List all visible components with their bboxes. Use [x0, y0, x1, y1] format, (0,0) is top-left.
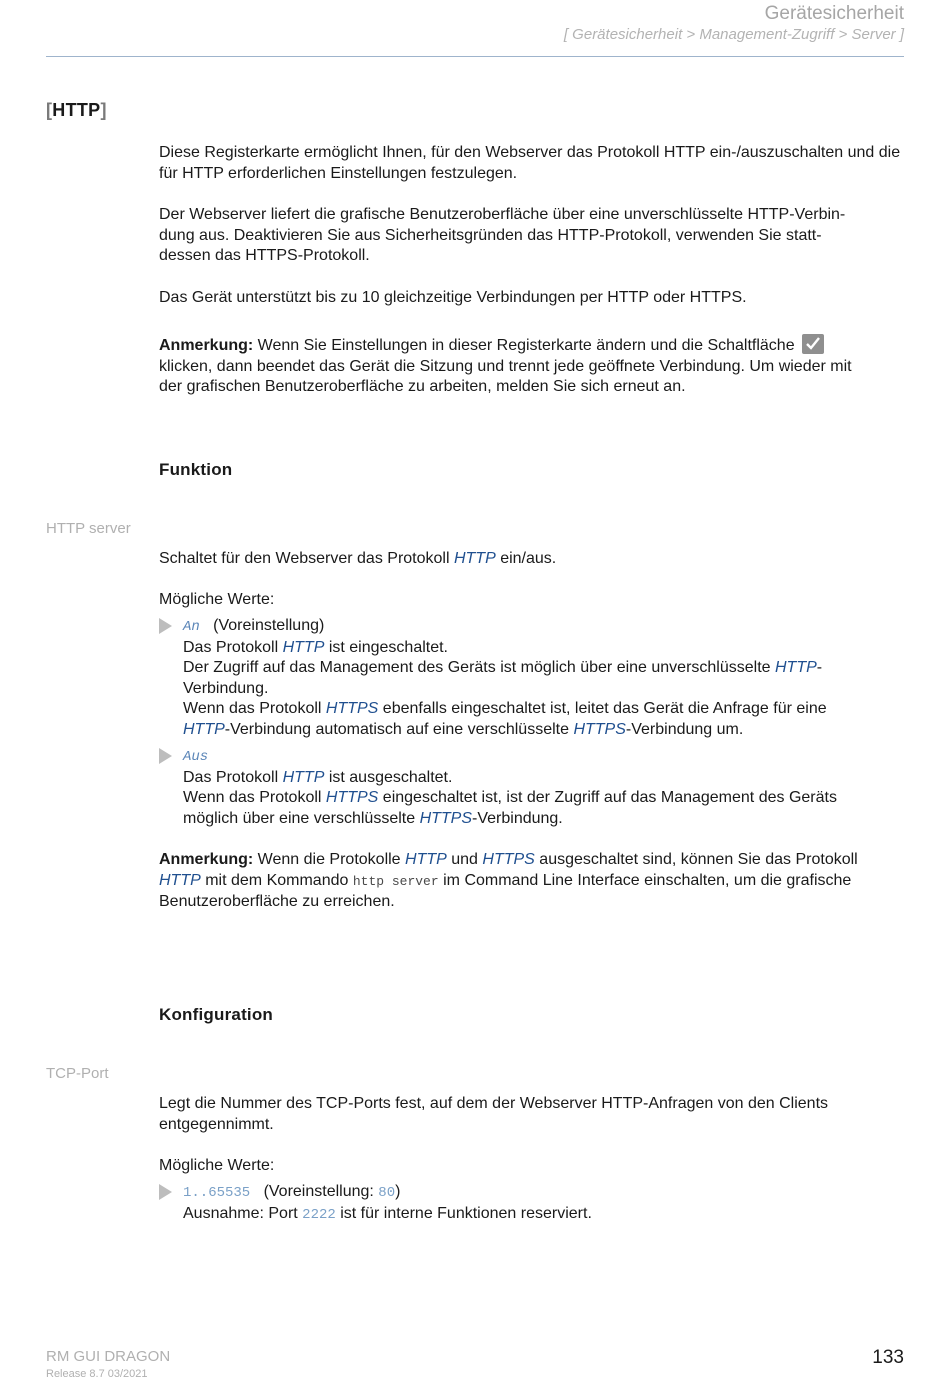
- funktion-note: [159, 850, 907, 913]
- konfig-desc-2: entgegennimmt.: [159, 1115, 274, 1133]
- aus-l3-post: -Verbindung.: [472, 809, 563, 827]
- label-http-server: HTTP server: [46, 520, 131, 537]
- intro-p2: [159, 205, 907, 267]
- default-label: (Voreinstellung): [213, 617, 325, 634]
- default-post: ): [395, 1183, 401, 1200]
- funktion-desc: [159, 549, 907, 570]
- breadcrumb: [ Gerätesicherheit > Management-Zugriff > Server ]: [563, 26, 904, 43]
- section-title-text: HTTP: [52, 100, 101, 120]
- aus-l2-em: HTTPS: [325, 789, 379, 807]
- funktion-desc-pre: Schaltet für den Webserver das Protokoll: [159, 550, 454, 567]
- an-l2-em: HTTP: [775, 659, 817, 677]
- header-rule: [46, 56, 904, 57]
- an-l1-post: ist eingeschaltet.: [324, 638, 448, 656]
- funktion-desc-em: HTTP: [453, 550, 496, 567]
- exception-post: ist für interne Funktionen reserviert.: [335, 1204, 592, 1222]
- fn-note-t6: Benutzeroberfläche zu erreichen.: [159, 893, 395, 911]
- intro-text-2a: Der Webserver liefert die grafische Benutzeroberfläche über eine unverschlüsselte HTTP-Verbin-: [159, 206, 846, 223]
- bracket-close: ]: [100, 100, 107, 120]
- fn-note-t5: im Command Line Interface einschalten, um die grafische: [438, 871, 852, 889]
- footer-release: Release 8.7 03/2021: [46, 1368, 148, 1380]
- an-l5-em2: HTTPS: [573, 720, 626, 738]
- intro-text-2c: dessen das HTTPS-Protokoll.: [159, 247, 370, 265]
- intro-text-2b: dung aus. Deaktivieren Sie aus Sicherheitsgründen das HTTP-Protokoll, verwenden Sie statt-: [159, 226, 822, 244]
- arrow-icon: [159, 748, 172, 764]
- list-item-range: [159, 1182, 907, 1225]
- note-label: Anmerkung:: [159, 337, 254, 354]
- fn-note-t3: ausgeschaltet sind, können Sie das Protokoll: [534, 851, 858, 868]
- fn-note-em3: HTTP: [159, 871, 201, 889]
- intro-p3: Das Gerät unterstützt bis zu 10 gleichzeitige Verbindungen per HTTP oder HTTPS.: [159, 289, 747, 306]
- arrow-icon: [159, 618, 172, 634]
- an-l4-pre: Wenn das Protokoll: [183, 700, 326, 718]
- funktion-desc-post: ein/aus.: [495, 550, 557, 567]
- command-text: http server: [352, 873, 439, 889]
- footer-product: RM GUI DRAGON: [46, 1348, 171, 1365]
- default-pre: (Voreinstellung:: [263, 1183, 379, 1200]
- heading-konfiguration: Konfiguration: [159, 1005, 274, 1024]
- exception-port-value: 2222: [302, 1206, 336, 1223]
- page-number: 133: [872, 1347, 904, 1368]
- note-text-1: Wenn Sie Einstellungen in dieser Registerkarte ändern und die Schaltfläche: [253, 337, 795, 354]
- label-tcp-port: TCP-Port: [46, 1065, 109, 1082]
- exception-pre: Ausnahme: Port: [183, 1204, 303, 1222]
- fn-note-t2: und: [446, 851, 483, 868]
- value-range: 1..65535: [183, 1185, 251, 1201]
- header-title: Gerätesicherheit: [764, 3, 904, 24]
- section-title: [46, 100, 107, 121]
- heading-funktion: Funktion: [159, 460, 233, 479]
- aus-l3-pre: möglich über eine verschlüsselte: [183, 809, 420, 827]
- an-l3: Verbindung.: [183, 679, 269, 697]
- an-l1-em: HTTP: [282, 638, 325, 656]
- aus-l2-post: eingeschaltet ist, ist der Zugriff auf das Management des Geräts: [378, 789, 837, 807]
- an-l4-em: HTTPS: [325, 700, 379, 718]
- aus-l2-pre: Wenn das Protokoll: [183, 789, 326, 807]
- note-text-2: klicken, dann beendet das Gerät die Sitzung und trennt jede geöffnete Verbindung. Um wieder mit: [159, 357, 852, 375]
- list-item-aus: [159, 746, 907, 829]
- konfig-desc: [159, 1094, 907, 1135]
- bracket-open: [: [46, 100, 53, 120]
- list-item-an: [159, 616, 907, 741]
- fn-note-t1: Wenn die Protokolle: [253, 851, 406, 868]
- an-l5-post: -Verbindung um.: [625, 720, 744, 738]
- an-l5-mid: -Verbindung automatisch auf eine verschlüsselte: [224, 720, 574, 738]
- value-aus: Aus: [183, 749, 209, 765]
- check-icon: [802, 334, 824, 354]
- arrow-icon: [159, 1184, 172, 1200]
- fn-note-em1: HTTP: [405, 851, 447, 868]
- intro-text-1: Diese Registerkarte ermöglicht Ihnen, für den Webserver das Protokoll HTTP ein-/auszuschalten und die für HTTP erforderlichen Einstellungen festzulegen.: [159, 144, 901, 182]
- aus-l1-post: ist ausgeschaltet.: [324, 768, 453, 786]
- note-text-3: der grafischen Benutzeroberfläche zu arbeiten, melden Sie sich erneut an.: [159, 378, 686, 396]
- aus-l3-em: HTTPS: [419, 809, 473, 827]
- an-l2-post: -: [816, 659, 823, 677]
- fn-note-label: Anmerkung:: [159, 851, 254, 868]
- default-port-value: 80: [378, 1185, 396, 1201]
- fn-note-t4: mit dem Kommando: [200, 871, 353, 889]
- konfig-desc-1: Legt die Nummer des TCP-Ports fest, auf dem der Webserver HTTP-Anfragen von den Clients: [159, 1095, 829, 1112]
- konfig-values-label: Mögliche Werte:: [159, 1157, 275, 1174]
- intro-note: [159, 334, 907, 398]
- an-l4-post: ebenfalls eingeschaltet ist, leitet das Gerät die Anfrage für eine: [378, 700, 827, 718]
- funktion-values-label: Mögliche Werte:: [159, 591, 275, 608]
- an-l2-pre: Der Zugriff auf das Management des Geräts ist möglich über eine unverschlüsselte: [183, 659, 775, 677]
- aus-l1-em: HTTP: [282, 768, 325, 786]
- an-l1-pre: Das Protokoll: [183, 638, 283, 656]
- value-an: An: [183, 619, 200, 635]
- fn-note-em2: HTTPS: [482, 851, 535, 868]
- an-l5-em1: HTTP: [183, 720, 225, 738]
- intro-p1: [159, 143, 907, 184]
- aus-l1-pre: Das Protokoll: [183, 768, 283, 786]
